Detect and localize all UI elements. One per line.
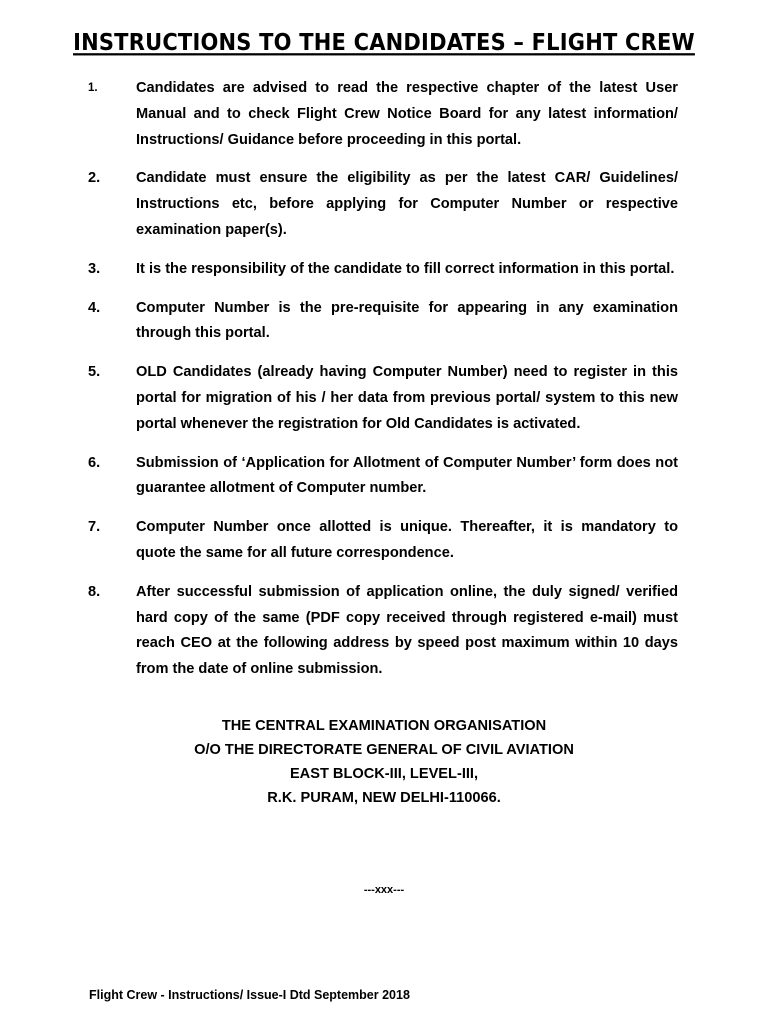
instruction-text: It is the responsibility of the candidate to fill correct information in this portal.	[136, 260, 675, 277]
instruction-number: 8.	[88, 583, 101, 600]
instruction-item-2	[88, 166, 678, 243]
instruction-item-7	[88, 515, 678, 567]
instruction-item-6	[88, 451, 678, 503]
instruction-text: Submission of ‘Application for Allotment of Computer Number’ form does not guarantee allotment of Computer number.	[136, 454, 678, 497]
instruction-number: 7.	[88, 519, 101, 536]
address-line-city: R.K. PURAM, NEW DELHI-110066.	[267, 790, 501, 806]
instruction-number: 5.	[88, 364, 101, 381]
address-line-office: O/O THE DIRECTORATE GENERAL OF CIVIL AVIATION	[194, 742, 574, 758]
instruction-item-1	[88, 76, 678, 153]
instruction-text: Candidates are advised to read the respective chapter of the latest User Manual and to check Flight Crew Notice Board for any latest information/ Instructions/ Guidance before proceeding in this portal.	[136, 80, 678, 148]
instruction-text: After successful submission of application online, the duly signed/ verified hard copy of the same (PDF copy received through registered e-mail) must reach CEO at the following address by speed post maximum within 10 days from the date of online submission.	[136, 583, 678, 678]
instruction-number: 3.	[88, 260, 101, 277]
end-separator: ---xxx---	[363, 884, 405, 896]
instruction-item-5	[88, 360, 678, 437]
instructions-list	[88, 76, 678, 696]
instruction-item-8	[88, 580, 678, 683]
instruction-text: Computer Number is the pre-requisite for appearing in any examination through this portal.	[136, 299, 678, 342]
instruction-item-3	[88, 257, 678, 283]
instruction-number: 1.	[88, 82, 98, 94]
instruction-number: 6.	[88, 454, 101, 471]
instruction-text: Candidate must ensure the eligibility as per the latest CAR/ Guidelines/ Instructions etc, before applying for Computer Number or respective examination paper(s).	[136, 170, 678, 238]
instruction-item-4	[88, 296, 678, 348]
instruction-number: 2.	[88, 170, 101, 187]
address-line-organisation: THE CENTRAL EXAMINATION ORGANISATION	[221, 718, 547, 734]
address-line-block: EAST BLOCK-III, LEVEL-III,	[289, 766, 479, 782]
page-footer: Flight Crew - Instructions/ Issue-I Dtd September 2018	[89, 988, 410, 1002]
postal-address	[0, 714, 768, 810]
instruction-text: Computer Number once allotted is unique. Thereafter, it is mandatory to quote the same for all future correspondence.	[136, 519, 678, 561]
instruction-number: 4.	[88, 299, 101, 316]
page-title: INSTRUCTIONS TO THE CANDIDATES – FLIGHT CREW	[73, 28, 695, 56]
instruction-text: OLD Candidates (already having Computer Number) need to register in this portal for migration of his / her data from previous portal/ system to this new portal whenever the registration for Old Candidates is activated.	[136, 364, 678, 432]
